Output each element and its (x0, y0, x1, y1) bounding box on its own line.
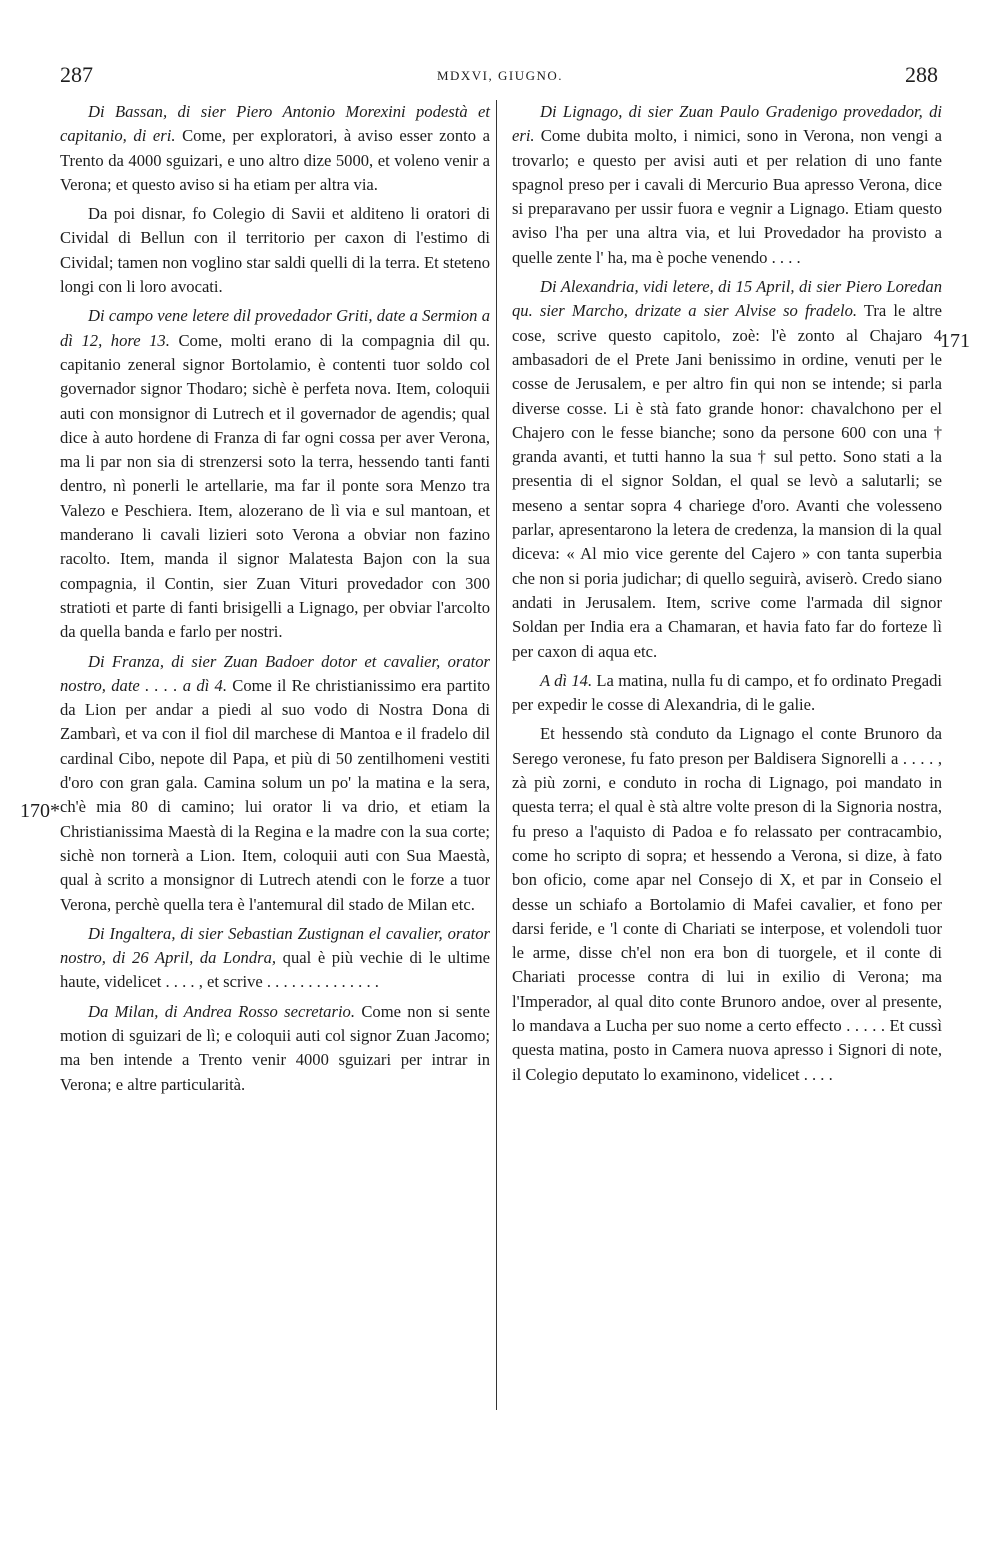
page-number-right: 288 (905, 62, 938, 87)
entry-text: Come, per exploratori, à aviso esser zonto a Trento da 4000 sguizari, e uno altro dize 5000, et voleno venir a Verona; et questo aviso si ha etiam per altra via. (60, 126, 490, 194)
right-column (512, 100, 942, 1092)
entry-text: Come non si sente motion di sguizari de lì; e coloquii auti col signor Zuan Jacomo; ma ben intende a Trento venir 4000 sguizari per intrar in Verona; e altre particularità. (60, 1001, 490, 1094)
entry-date-14 (512, 669, 942, 718)
entry-milan (60, 1000, 490, 1097)
entry-alexandria (512, 275, 942, 664)
left-column (60, 100, 490, 1102)
entry-bassan (60, 100, 490, 197)
entry-text: Da poi disnar, fo Colegio di Savii et alditeno li oratori di Cividal di Bellun con il territorio per caxon di l'estimo di Cividal; tamen non voglino star saldi quelli di la terra. Et steteno longi con li loro avocati. (60, 204, 490, 297)
entry-brunoro (512, 722, 942, 1086)
entry-ingaltera (60, 922, 490, 995)
entry-heading: Di campo vene letere dil provedador Griti, date a Sermion a dì 12, hore 13. (60, 306, 490, 350)
entry-text: qual è più vechie di le ultime haute, videlicet . . . . , et scrive . . . . . . . . . . . . . . (60, 948, 490, 992)
entry-heading: Di Alexandria, vidi letere, di 15 April, di sier Piero Loredan qu. sier Marcho, drizate a sier Alvise so fradelo. (512, 277, 942, 321)
entry-colegio (60, 202, 490, 299)
entry-text: Tra le altre cose, scrive questo capitolo, zoè: l'è zonto al Chajaro 4 ambasadori de el Prete Jani benissimo in ordine, venuti per le cosse de Jerusalem, e per altro fin qui non se intende; si parla diverse cosse. Li è stà fato grande honor: chavalchono per el Chajero con le fesse bianche; sono da persone 600 con una † granda avanti, et tutti hanno la sua † sul petto. Sono stati a la presentia di el signor Soldan, el qual se levò a salutarli; se meseno a sentar sopra 4 chariege d'oro. Avanti che volesseno parlar, apresentarono la letera de credenza, la mansion di la qual diceva: « Al mio vice gerente del Cajero » con tanta superbia che non si poria judichar; di quello seguirà, aviserò. Credo siano andati in Jerusalem. Item, scrive come l'armada dil signor Soldan per India era a Chamaran, et havia fato far do forteze lì per caxon di aqua etc. (512, 301, 942, 661)
page-number-left: 287 (60, 62, 93, 87)
entry-lignago (512, 100, 942, 270)
entry-campo (60, 304, 490, 644)
entry-text: Come, molti erano di la compagnia dil qu. capitanio zeneral signor Bortolamio, è contenti tuor soldo col governador signor Thodaro; sichè è perfeta nova. Item, coloquii auti con monsignor di Lutrech et il governador de agendis; qual dice à auto hordene di Franza di far ogni cossa per aver Verona, ma li par non sia di strenzersi soto la terra, hessendo tanti fanti dentro, nì ponerli le artellarie, ma far il ponte sora Menzo tra Valezo e Peschiera. Item, alozerano de lì via e sul mantoan, et manderano li cavali lizieri soto Verona a obviar non fazino racolto. Item, manda il signor Malatesta Bajon con la sua compagnia, il Contin, sier Zuan Vituri provedador con 300 stratioti et parte di fanti brisigelli a Lignago, per obviar l'arcolto da quella banda e farlo per nostri. (60, 330, 490, 642)
entry-text: Et hessendo stà conduto da Lignago el conte Brunoro da Serego veronese, fu fato preson per Baldisera Signorelli a . . . . , zà più zorni, e conduto in rocha di Lignago, poi mandato in questa terra; el qual è stà altre volte preson di la Signoria nostra, fu preso a l'aquisto di Padoa e fo relassato per contracambio, come ho scripto di sopra; et hessendo a Verona, si dize, à fato bon oficio, come apar nel Consejo di X, et par in Conseio el desse un schiafo a Bortolamio di Mafei cavalier, et fono per darsi feride, e 'l conte di Chariati se interpose, et volendoli tuor le arme, disse ch'el non era bon di tuorgele, et il conte di Chariati processe contra di lui in exilio di Verona; ma l'Imperador, al qual dito conte Brunoro andoe, over al presente, lo mandava a Lucha per suo nome a certo effecto . . . . . Et cussì questa matina, posto in Camera nuova apresso i Signori di note, il Colegio deputato lo examinono, videlicet . . . . (512, 724, 942, 1084)
running-title: MDXVI, GIUGNO. (436, 68, 564, 83)
entry-heading: Di Franza, di sier Zuan Badoer dotor et cavalier, orator nostro, date . . . . a dì 4. (60, 651, 490, 695)
page-header (0, 62, 1000, 92)
entry-text: La matina, nulla fu di campo, et fo ordinato Pregadi per expedir le cosse di Alexandria, di le galie. (512, 670, 942, 715)
margin-note-left: 170* (20, 800, 60, 822)
entry-heading: Di Lignago, di sier Zuan Paulo Gradenigo provedador, di eri. (512, 102, 942, 146)
entry-heading: Di Ingaltera, di sier Sebastian Zustignan el cavalier, orator nostro, di 26 April, da Londra, (60, 923, 490, 968)
entry-franza (60, 650, 490, 917)
entry-text: Come il Re christianissimo era partito da Lion per andar a piedi al suo vodo di Nostra Dona di Zambarì, et va con il fiol dil marchese di Mantoa e il fradelo dil cardinal Cibo, nepote dil Papa, et più di 50 zentilhomeni vestiti d'oro con gran gala. Camina solum un po' la matina e la sera, ch'è mia 80 di camino; lui orator li va drio, et etiam la Christianissima Maestà di la Regina e la madre con la sua corte; sichè non tornerà a Lion. Item, coloquii auti con Sua Maestà, qual à scrito a monsignor di Lutrech atendi con le forze a tuor Verona, perchè quella tera è l'antemural dil stado de Milan etc. (60, 675, 490, 914)
column-divider (496, 100, 497, 1410)
entry-heading: Di Bassan, di sier Piero Antonio Morexini podestà et capitanio, di eri. (60, 102, 490, 146)
entry-heading: Da Milan, di Andrea Rosso secretario. (88, 1001, 355, 1021)
entry-text: Come dubita molto, i nimici, sono in Verona, non vengi a trovarlo; e questo per avisi auti et per relation di uno fante spagnol preso per i cavali di Mercurio Bua apresso Verona, dice si preparavano per ussir fuora e vegnir a Lignago. Etiam questo aviso l'ha per una altra via, et lui Provedador ha provisto a quelle zente l' ha, ma è poche venendo . . . . (512, 126, 942, 267)
margin-note-right: 171 (940, 330, 970, 352)
entry-heading: A dì 14. (540, 670, 593, 690)
